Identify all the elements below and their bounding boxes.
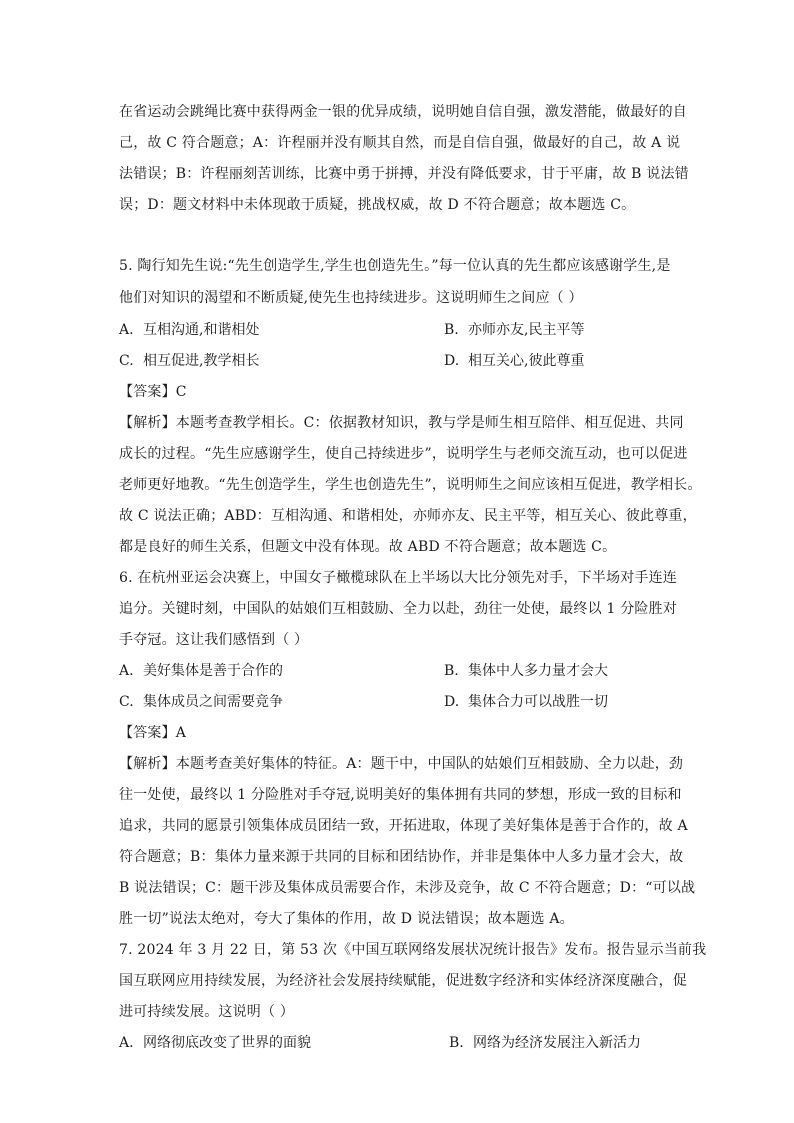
q6-option-d	[444, 692, 608, 712]
q5-analysis-line: 故 C 说法正确；ABD：互相沟通、和谐相处，亦师亦友、民主平等，相互关心、彼此尊重，	[119, 508, 697, 524]
option-text: 网络彻底改变了世界的面貌	[143, 1035, 311, 1051]
option-letter: B.	[444, 322, 459, 338]
q5-analysis-line: 都是良好的师生关系，但题文中没有体现。故 ABD 不符合题意；故本题选 C。	[119, 539, 617, 555]
option-letter: C.	[119, 694, 134, 710]
q5-option-b	[444, 320, 584, 340]
q6-option-b	[444, 661, 608, 681]
question-6-stem: 6. 在杭州亚运会决赛上，中国女子橄榄球队在上半场以大比分领先对手，下半场对手连连	[119, 570, 678, 586]
q5-option-a	[119, 320, 259, 340]
option-letter: D.	[444, 353, 460, 369]
q6-option-c	[119, 692, 283, 712]
q6-analysis-line: B 说法错误；C：题干涉及集体成员需要合作，未涉及竞争，故 C 不符合题意；D：“可以战	[119, 880, 696, 896]
option-text: 亦师亦友,民主平等	[468, 322, 585, 338]
question-5-stem: 他们对知识的渴望和不断质疑,使先生也持续进步。这说明师生之间应（ ）	[119, 290, 583, 306]
option-text: 网络为经济发展注入新活力	[473, 1035, 641, 1051]
q7-option-a	[119, 1033, 311, 1053]
option-text: 集体合力可以战胜一切	[468, 694, 608, 710]
q5-option-d	[444, 351, 584, 371]
analysis-line: 己，故 C 符合题意；A：许程丽并没有顺其自然，而是自信自强，做最好的自己，故 A 说	[119, 135, 681, 151]
option-letter: A.	[119, 1035, 134, 1051]
option-letter: A.	[119, 322, 134, 338]
analysis-line: 在省运动会跳绳比赛中获得两金一银的优异成绩，说明她自信自强，激发潜能，做最好的自	[119, 104, 687, 120]
option-text: 美好集体是善于合作的	[143, 663, 283, 679]
question-6-stem: 手夺冠。这让我们感悟到（ ）	[119, 632, 309, 648]
option-text: 互相沟通,和谐相处	[143, 322, 260, 338]
analysis-line: 误；D：题文材料中未体现敢于质疑，挑战权威，故 D 不符合题意；故本题选 C。	[119, 197, 636, 213]
question-7-stem: 进可持续发展。这说明（ ）	[119, 1004, 295, 1020]
option-text: 集体成员之间需要竞争	[143, 694, 283, 710]
q6-analysis-line: 胜一切”说法太绝对，夸大了集体的作用，故 D 说法错误；故本题选 A。	[119, 911, 574, 927]
q6-analysis-line: 【解析】本题考查美好集体的特征。A：题干中，中国队的姑娘们互相鼓励、全力以赴，劲	[119, 756, 684, 772]
option-letter: B.	[449, 1035, 464, 1051]
option-text: 集体中人多力量才会大	[468, 663, 608, 679]
q5-option-c	[119, 351, 259, 371]
q6-answer: 【答案】A	[119, 725, 187, 741]
question-5-stem: 5. 陶行知先生说:“先生创造学生,学生也创造先生。”每一位认真的先生都应该感谢学生,是	[119, 258, 671, 274]
option-text: 相互关心,彼此尊重	[468, 353, 585, 369]
q7-option-b	[449, 1033, 641, 1053]
q6-analysis-line: 追求，共同的愿景引领集体成员团结一致，开拓进取，体现了美好集体是善于合作的，故 A	[119, 818, 688, 834]
option-letter: B.	[444, 663, 459, 679]
analysis-line: 法错误；B：许程丽刻苦训练，比赛中勇于拼搏，并没有降低要求，甘于平庸，故 B 说法错	[119, 166, 689, 182]
question-7-stem: 国互联网应用持续发展，为经济社会发展持续赋能，促进数字经济和实体经济深度融合，促	[119, 973, 687, 989]
q6-option-a	[119, 661, 283, 681]
question-6-stem: 追分。关键时刻，中国队的姑娘们互相鼓励、全力以赴，劲往一处使，最终以 1 分险胜对	[119, 601, 678, 617]
option-letter: D.	[444, 694, 460, 710]
q6-analysis-line: 符合题意；B：集体力量来源于共同的目标和团结协作，并非是集体中人多力量才会大，故	[119, 849, 684, 865]
q5-answer: 【答案】C	[119, 384, 187, 400]
option-text: 相互促进,教学相长	[143, 353, 260, 369]
option-letter: A.	[119, 663, 134, 679]
q5-analysis-line: 成长的过程。“先生应感谢学生，使自己持续进步”，说明学生与老师交流互动，也可以促进	[119, 446, 688, 462]
option-letter: C.	[119, 353, 134, 369]
q5-analysis-line: 老师更好地教。“先生创造学生，学生也创造先生”，说明师生之间应该相互促进，教学相长。	[119, 477, 702, 493]
q6-analysis-line: 往一处使，最终以 1 分险胜对手夺冠,说明美好的集体拥有共同的梦想，形成一致的目标和	[119, 787, 682, 803]
question-7-stem: 7. 2024 年 3 月 22 日，第 53 次《中国互联网络发展状况统计报告》发布。报告显示当前我	[119, 942, 707, 958]
q5-analysis-line: 【解析】本题考查教学相长。C：依据教材知识，教与学是师生相互陪伴、相互促进、共同	[119, 415, 684, 431]
